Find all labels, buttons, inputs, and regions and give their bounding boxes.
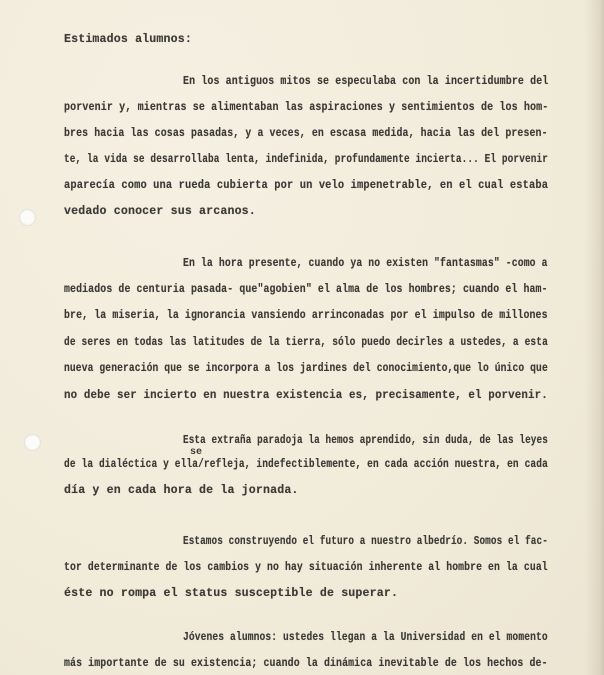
paragraph-2-line-5: nueva generación que se incorpora a los jardines del conocimiento,que lo único que bbox=[64, 362, 548, 375]
paragraph-2-line-4: de seres en todas las latitudes de la tierra, sólo puedo decirles a ustedes, a esta bbox=[64, 336, 548, 349]
paragraph-1-line-4: te, la vida se desarrollaba lenta, indefinida, profundamente incierta... El porvenir bbox=[64, 153, 549, 166]
paragraph-2-line-3: bre, la miseria, la ignorancia vansiendo arrinconadas por el impulso de millones bbox=[64, 309, 548, 322]
punch-hole bbox=[19, 209, 36, 226]
handwritten-insertion: se bbox=[190, 447, 203, 458]
paragraph-2-line-2: mediados de centuria pasada- que"agobien" el alma de los hombres; cuando el ham- bbox=[64, 283, 548, 296]
paragraph-1-line-6: vedado conocer sus arcanos. bbox=[64, 205, 256, 218]
paragraph-4-line-1: Estamos construyendo el futuro a nuestro albedrío. Somos el fac- bbox=[183, 535, 548, 548]
paragraph-1-line-5: aparecía como una rueda cubierta por un velo impenetrable, en el cual estaba bbox=[64, 179, 549, 192]
paragraph-1-line-3: bres hacia las cosas pasadas, y a veces, en escasa medida, hacia las del presen- bbox=[64, 127, 548, 140]
paragraph-4-line-2: tor determinante de los cambios y no hay situación inherente al hombre en la cual bbox=[64, 561, 548, 574]
paragraph-1-line-2: porvenir y, mientras se alimentaban las aspiraciones y sentimientos de los hom- bbox=[64, 101, 549, 114]
paragraph-5-line-2: más importante de su existencia; cuando la dinámica inevitable de los hechos de- bbox=[64, 657, 548, 670]
punch-hole bbox=[24, 434, 41, 451]
paragraph-2-line-6: no debe ser incierto en nuestra existencia es, precisamente, el porvenir. bbox=[64, 389, 548, 402]
paragraph-5-line-1: Jóvenes alumnos: ustedes llegan a la Universidad en el momento bbox=[183, 631, 548, 644]
paragraph-2-line-1: En la hora presente, cuando ya no existen "fantasmas" -como a bbox=[183, 257, 548, 270]
paragraph-3-line-1: Esta extraña paradoja la hemos aprendido, sin duda, de las leyes bbox=[183, 434, 548, 447]
paragraph-3-line-3: día y en cada hora de la jornada. bbox=[64, 484, 299, 497]
salutation: Estimados alumnos: bbox=[64, 33, 192, 46]
paragraph-1-line-1: En los antiguos mitos se especulaba con la incertidumbre del bbox=[183, 75, 549, 88]
paragraph-3-line-2: de la dialéctica y ella/refleja, indefectiblemente, en cada acción nuestra, en cada bbox=[64, 458, 548, 471]
paragraph-4-line-3: éste no rompa el status susceptible de superar. bbox=[64, 587, 399, 600]
